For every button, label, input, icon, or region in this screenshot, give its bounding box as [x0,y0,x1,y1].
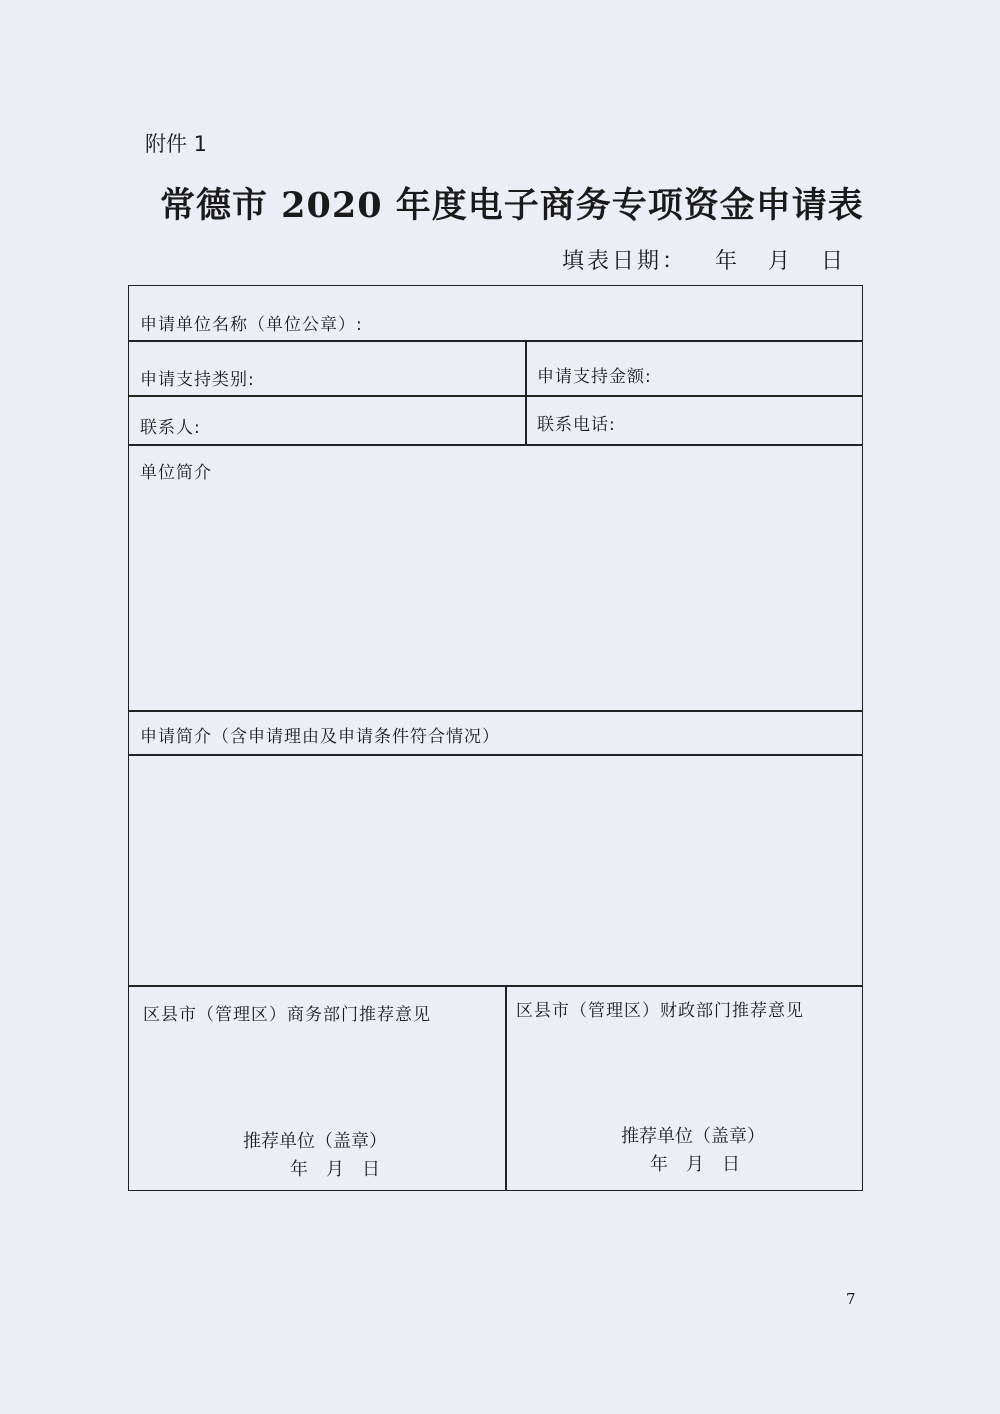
application-intro-field[interactable] [130,756,861,984]
support-amount-field[interactable]: 申请支持金额: [537,367,652,387]
divider [128,985,863,987]
attachment-label: 附件 1 [145,132,208,156]
unit-intro-field[interactable]: 单位简介 [140,463,212,483]
finance-seal-label: 推荐单位（盖章） [621,1126,765,1147]
page-number: 7 [846,1290,856,1308]
divider [128,395,863,397]
contact-phone-field[interactable]: 联系电话: [537,415,616,435]
finance-date-label: 年 月 日 [650,1154,740,1175]
application-intro-label: 申请简介（含申请理由及申请条件符合情况） [140,727,500,747]
divider [525,340,527,445]
divider [128,444,863,446]
divider [505,985,507,1191]
support-category-field[interactable]: 申请支持类别: [140,370,255,390]
commerce-seal-label: 推荐单位（盖章） [243,1131,387,1152]
applicant-name-field[interactable]: 申请单位名称（单位公章）: [140,315,363,335]
divider [128,710,863,712]
page-title: 常德市 2020 年度电子商务专项资金申请表 [160,185,864,226]
fill-date: 填表日期： 年 月 日 [562,249,846,274]
contact-person-field[interactable]: 联系人: [140,418,201,438]
finance-opinion-field[interactable]: 区县市（管理区）财政部门推荐意见 [516,1001,804,1021]
commerce-opinion-field[interactable]: 区县市（管理区）商务部门推荐意见 [143,1005,431,1025]
commerce-date-label: 年 月 日 [290,1159,380,1180]
divider [128,340,863,342]
